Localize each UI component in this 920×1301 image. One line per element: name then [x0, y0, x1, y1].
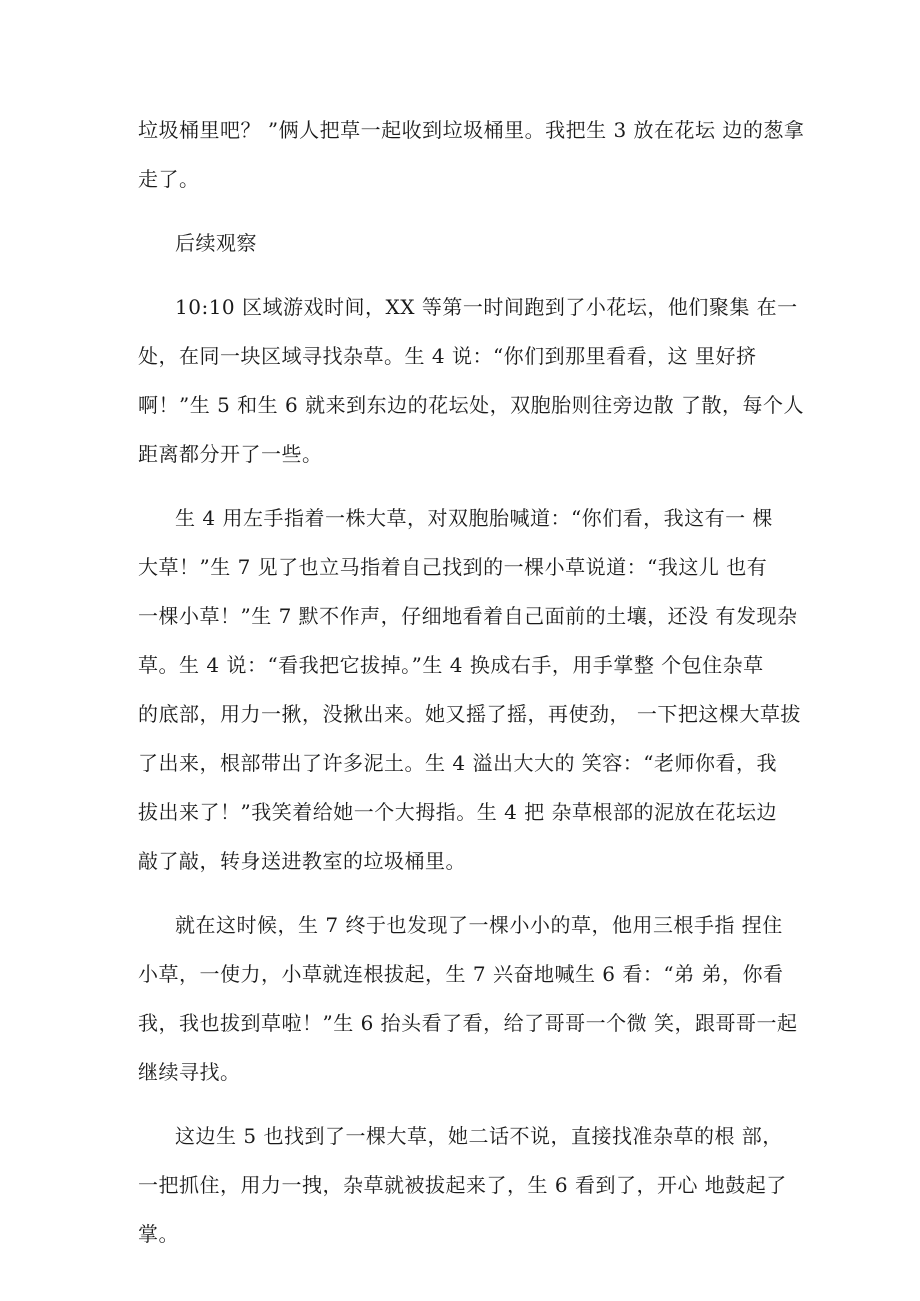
- text-line: 生 4 用左手指着一株大草，对双胞胎喊道：“你们看，我这有一 棵: [175, 506, 774, 530]
- section-heading-paragraph: [138, 219, 782, 268]
- text-line: 掌。: [138, 1222, 179, 1246]
- text-line: 10:10 区域游戏时间，XX 等第一时间跑到了小花坛，他们聚集 在一: [175, 295, 798, 319]
- text-line: 敲了敲，转身送进教室的垃圾桶里。: [138, 849, 466, 873]
- paragraph-continuation: [138, 106, 805, 204]
- text-line: 小草，一使力，小草就连根拔起，生 7 兴奋地喊生 6 看：“弟 弟，你看: [138, 962, 784, 986]
- text-line: 拔出来了！”我笑着给她一个大拇指。生 4 把 杂草根部的泥放在花坛边: [138, 800, 778, 824]
- text-line: 了出来，根部带出了许多泥土。生 4 溢出大大的 笑容：“老师你看，我: [138, 751, 778, 775]
- text-line: 草。生 4 说：“看我把它拔掉。”生 4 换成右手，用手掌整 个包住杂草: [138, 653, 764, 677]
- text-line: 一棵小草！”生 7 默不作声，仔细地看着自己面前的土壤，还没 有发现杂: [138, 604, 798, 628]
- paragraph-student4: [138, 494, 801, 886]
- section-heading: 后续观察: [175, 231, 257, 255]
- text-line: 啊！”生 5 和生 6 就来到东边的花坛处，双胞胎则往旁边散 了散，每个人: [138, 393, 804, 417]
- paragraph-student5: [138, 1112, 787, 1259]
- text-line: 垃圾桶里吧？ ”俩人把草一起收到垃圾桶里。我把生 3 放在花坛 边的葱拿: [138, 118, 805, 142]
- text-line: 一把抓住，用力一拽，杂草就被拔起来了，生 6 看到了，开心 地鼓起了: [138, 1173, 787, 1197]
- paragraph-observation-intro: [138, 283, 804, 479]
- paragraph-student7: [138, 901, 798, 1097]
- text-line: 继续寻找。: [138, 1060, 241, 1084]
- text-line: 这边生 5 也找到了一棵大草，她二话不说，直接找准杂草的根 部，: [175, 1124, 783, 1148]
- text-line: 的底部，用力一揪，没揪出来。她又摇了摇，再使劲， 一下把这棵大草拔: [138, 702, 801, 726]
- text-line: 处，在同一块区域寻找杂草。生 4 说：“你们到那里看看，这 里好挤: [138, 344, 757, 368]
- text-line: 我，我也拔到草啦！”生 6 抬头看了看，给了哥哥一个微 笑，跟哥哥一起: [138, 1011, 798, 1035]
- text-line: 距离都分开了一些。: [138, 442, 323, 466]
- document-body: [138, 106, 805, 1274]
- text-line: 就在这时候，生 7 终于也发现了一棵小小的草，他用三根手指 捏住: [175, 913, 783, 937]
- text-line: 大草！”生 7 见了也立马指着自己找到的一棵小草说道：“我这儿 也有: [138, 555, 768, 579]
- text-line: 走了。: [138, 167, 200, 191]
